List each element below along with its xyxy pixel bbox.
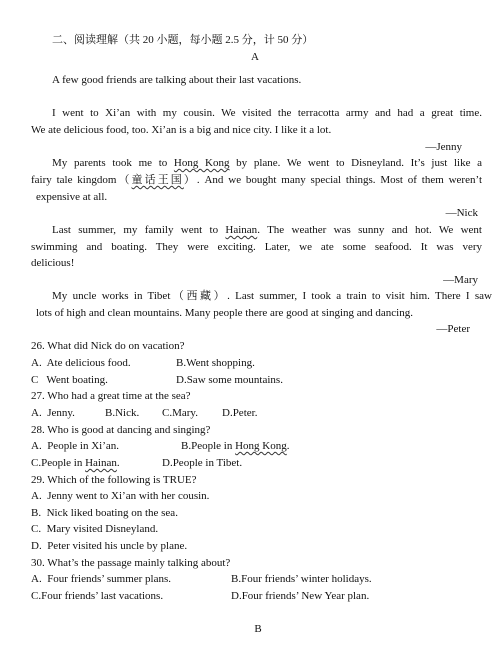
- question-30-stem: 30. What’s the passage mainly talking about?: [31, 557, 231, 569]
- nick-line-2: fairy tale kingdom（童话王国）. And we bought many special things. Most of them weren’t: [31, 174, 482, 186]
- q29-option-c[interactable]: C. Mary visited Disneyland.: [31, 523, 159, 535]
- q26-option-d[interactable]: D.Saw some mountains.: [176, 374, 283, 386]
- question-29-stem: 29. Which of the following is TRUE?: [31, 474, 197, 486]
- q30-option-c[interactable]: C.Four friends’ last vacations.: [31, 590, 164, 602]
- question-28-stem: 28. Who is good at dancing and singing?: [31, 424, 211, 436]
- nick-line-3: expensive at all.: [36, 191, 108, 203]
- jenny-line-2: We ate delicious food, too. Xi’an is a big and nice city. I like it a lot.: [31, 124, 332, 136]
- q29-option-b[interactable]: B. Nick liked boating on the sea.: [31, 507, 178, 519]
- mary-signature: —Mary: [443, 274, 478, 286]
- peter-signature: —Peter: [436, 323, 470, 335]
- question-27-stem: 27. Who had a great time at the sea?: [31, 390, 191, 402]
- nick-line-1: My parents took me to Hong Kong by plane. We went to Disneyland. It’s just like a: [52, 157, 482, 169]
- peter-line-2: lots of high and clean mountains. Many people there are good at singing and dancing.: [36, 307, 413, 319]
- question-26-stem: 26. What did Nick do on vacation?: [31, 340, 185, 352]
- q27-option-b[interactable]: B.Nick.: [105, 407, 140, 419]
- q27-option-a[interactable]: A. Jenny.: [31, 407, 75, 419]
- mary-line-3: delicious!: [31, 257, 75, 269]
- passage-intro: A few good friends are talking about their last vacations.: [52, 74, 302, 86]
- section-heading: 二、阅读理解（共 20 小题，每小题 2.5 分，计 50 分）: [52, 34, 314, 46]
- q27-option-c[interactable]: C.Mary.: [162, 407, 198, 419]
- q29-option-d[interactable]: D. Peter visited his uncle by plane.: [31, 540, 188, 552]
- q26-option-c[interactable]: C Went boating.: [31, 374, 108, 386]
- q28-option-a[interactable]: A. People in Xi’an.: [31, 440, 119, 452]
- q28-option-b[interactable]: B.People in Hong Kong.: [181, 440, 290, 452]
- jenny-line-1: I went to Xi’an with my cousin. We visited the terracotta army and had a great time.: [52, 107, 482, 119]
- q26-option-a[interactable]: A. Ate delicious food.: [31, 357, 131, 369]
- q28-option-d[interactable]: D.People in Tibet.: [162, 457, 243, 469]
- jenny-signature: —Jenny: [425, 141, 462, 153]
- q30-option-d[interactable]: D.Four friends’ New Year plan.: [231, 590, 370, 602]
- mary-line-2: swimming and boating. They were exciting. Later, we ate some seafood. It was very: [31, 241, 482, 253]
- peter-line-1: My uncle works in Tibet（西藏）. Last summer, I took a train to visit him. There I saw: [52, 290, 492, 302]
- part-b-label: B: [254, 623, 262, 635]
- part-a-label: A: [251, 51, 259, 63]
- q30-option-b[interactable]: B.Four friends’ winter holidays.: [231, 573, 372, 585]
- nick-signature: —Nick: [445, 207, 478, 219]
- q30-option-a[interactable]: A. Four friends’ summer plans.: [31, 573, 172, 585]
- q29-option-a[interactable]: A. Jenny went to Xi’an with her cousin.: [31, 490, 210, 502]
- q26-option-b[interactable]: B.Went shopping.: [176, 357, 255, 369]
- mary-line-1: Last summer, my family went to Hainan. The weather was sunny and hot. We went: [52, 224, 482, 236]
- q27-option-d[interactable]: D.Peter.: [222, 407, 258, 419]
- q28-option-c[interactable]: C.People in Hainan.: [31, 457, 120, 469]
